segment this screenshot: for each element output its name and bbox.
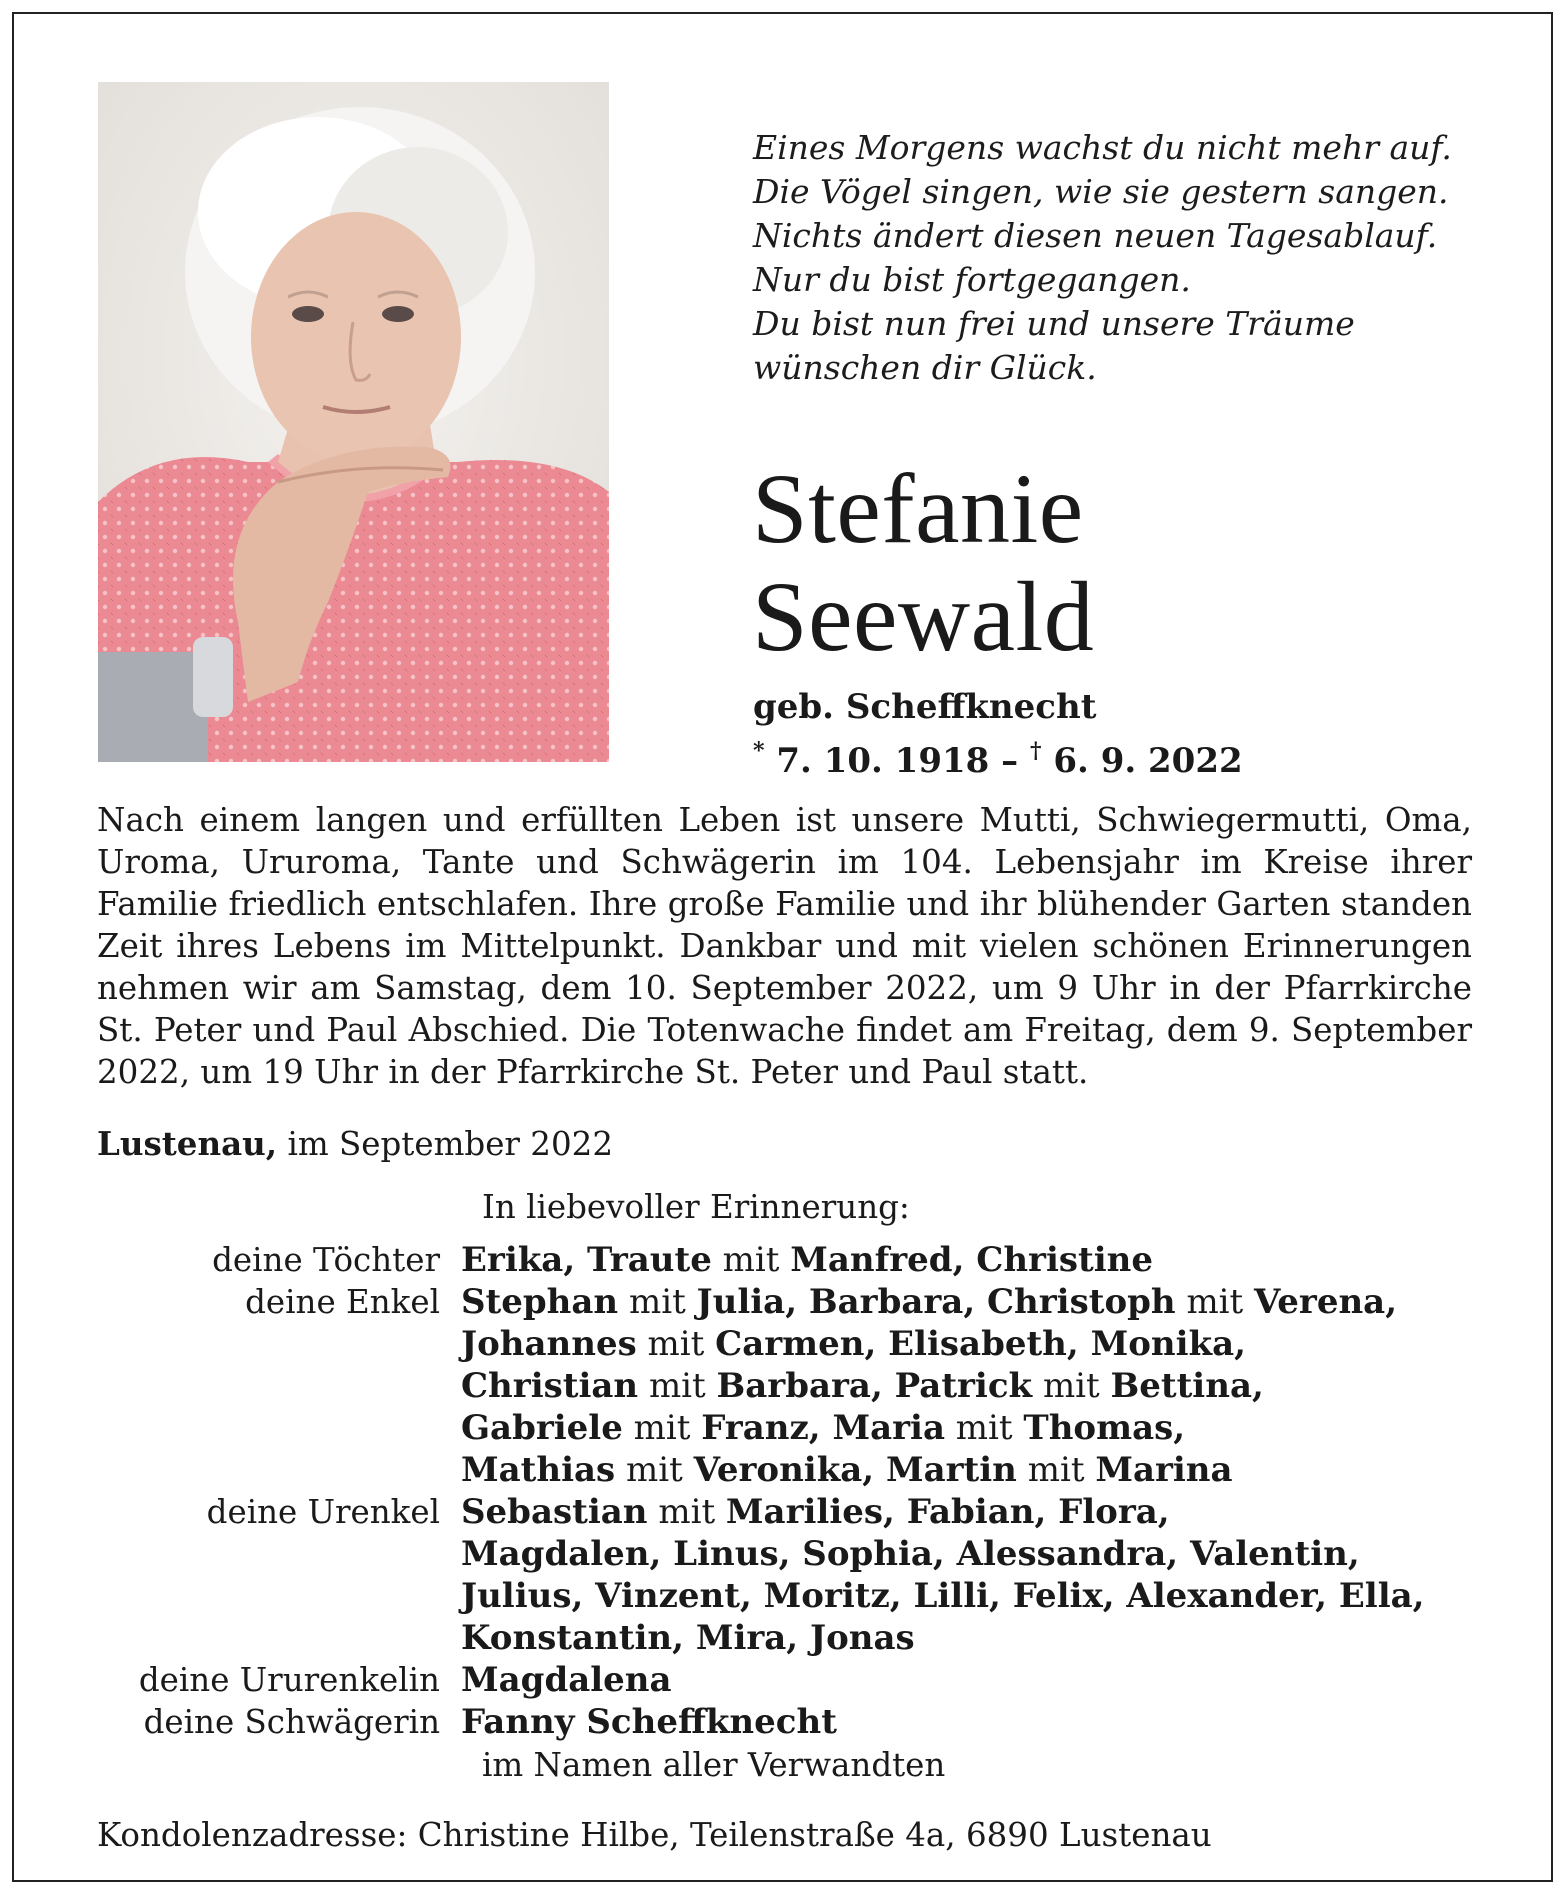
connector-word: mit — [1186, 1282, 1244, 1322]
connector-word: mit — [633, 1408, 691, 1448]
family-member-names: Thomas, — [1023, 1408, 1186, 1448]
family-group — [60, 1701, 1540, 1743]
place-date: im September 2022 — [277, 1125, 614, 1163]
life-dates — [753, 730, 1243, 782]
poem-line: Nichts ändert diesen neuen Tagesablauf. — [753, 216, 1438, 255]
family-member-names: Manfred, Christine — [790, 1240, 1153, 1280]
family-group — [60, 1491, 1540, 1659]
announcement-text: Nach einem langen und erfüllten Leben ist unsere Mutti, Schwiegermutti, Oma, Uroma, Ururoma, Tante und Schwägerin im 104. Lebensjahr im Kreise ihrer Familie friedlich entschlafen. Ihre große Familie und ihr blühender Garten standen Zeit ihres Lebens im Mittelpunkt. Dankbar und mit vielen schönen Erinnerungen nehmen wir am Samstag, dem 10. September 2022, um 9 Uhr in der Pfarrkirche St. Peter und Paul Abschied. Die Totenwache findet am Freitag, dem 9. September 2022, um 19 Uhr in der Pfarrkirche St. Peter und Paul statt. — [97, 801, 1472, 1091]
family-member-names: Carmen, Elisabeth, Monika, — [715, 1324, 1246, 1364]
family-member-names: Johannes — [461, 1324, 637, 1364]
family-names — [461, 1239, 1540, 1281]
family-role: deine Ururenkelin — [138, 1661, 440, 1699]
family-role: deine Enkel — [245, 1283, 440, 1321]
family-role: deine Töchter — [212, 1241, 440, 1279]
poem — [753, 126, 1473, 390]
family-group — [60, 1281, 1540, 1491]
birth-symbol: * — [753, 738, 765, 764]
birth-date: 7. 10. 1918 — [776, 741, 990, 781]
poem-line: wünschen dir Glück. — [753, 348, 1097, 387]
family-line — [461, 1533, 1540, 1575]
closing-line: im Namen aller Verwandten — [482, 1746, 946, 1784]
family-member-names: Marina — [1095, 1450, 1233, 1490]
connector-word: mit — [1027, 1450, 1085, 1490]
family-member-names: Bettina, — [1110, 1366, 1264, 1406]
deceased-name — [752, 455, 1492, 671]
family-names — [461, 1281, 1540, 1491]
family-group — [60, 1659, 1540, 1701]
birth-name: geb. Scheffknecht — [753, 687, 1097, 727]
connector-word: mit — [722, 1240, 780, 1280]
connector-word: mit — [626, 1450, 683, 1490]
family-line — [461, 1617, 1540, 1659]
connector-word: mit — [648, 1366, 706, 1406]
connector-word: mit — [1042, 1366, 1100, 1406]
condolence-address: Kondolenzadresse: Christine Hilbe, Teilenstraße 4a, 6890 Lustenau — [97, 1816, 1212, 1854]
death-symbol: † — [1030, 738, 1042, 764]
family-names — [461, 1659, 1540, 1701]
family-list — [60, 1239, 1540, 1743]
family-line — [461, 1701, 1540, 1743]
family-member-names: Sebastian — [461, 1492, 648, 1532]
place-date-line — [97, 1123, 613, 1165]
family-member-names: Julius, Vinzent, Moritz, Lilli, Felix, Alexander, Ella, — [461, 1576, 1425, 1616]
place-city: Lustenau, — [97, 1124, 278, 1163]
family-member-names: Christian — [461, 1366, 639, 1406]
death-date: 6. 9. 2022 — [1053, 741, 1243, 781]
family-member-names: Veronika, Martin — [693, 1450, 1017, 1490]
family-line — [461, 1491, 1540, 1533]
connector-word: mit — [658, 1492, 716, 1532]
family-line — [461, 1407, 1540, 1449]
poem-line: Du bist nun frei und unsere Träume — [753, 304, 1355, 343]
family-member-names: Magdalena — [461, 1660, 672, 1700]
portrait-photo — [98, 82, 609, 762]
family-member-names: Mathias — [461, 1450, 616, 1490]
family-role: deine Schwägerin — [143, 1703, 440, 1741]
family-line — [461, 1575, 1540, 1617]
family-names — [461, 1701, 1540, 1743]
family-member-names: Marilies, Fabian, Flora, — [725, 1492, 1170, 1532]
family-member-names: Verena, — [1254, 1282, 1398, 1322]
family-member-names: Barbara, Patrick — [716, 1366, 1033, 1406]
family-member-names: Konstantin, Mira, Jonas — [461, 1618, 915, 1658]
family-line — [461, 1449, 1540, 1491]
memory-intro: In liebevoller Erinnerung: — [482, 1188, 910, 1226]
family-role: deine Urenkel — [206, 1493, 440, 1531]
connector-word: mit — [628, 1282, 686, 1322]
date-separator: – — [1001, 741, 1019, 781]
family-member-names: Fanny Scheffknecht — [461, 1702, 837, 1742]
poem-line: Nur du bist fortgegangen. — [753, 260, 1191, 299]
family-member-names: Magdalen, Linus, Sophia, Alessandra, Valentin, — [461, 1534, 1360, 1574]
family-member-names: Erika, Traute — [461, 1240, 712, 1280]
family-line — [461, 1323, 1540, 1365]
last-name: Seewald — [752, 561, 1095, 672]
connector-word: mit — [647, 1324, 705, 1364]
family-member-names: Stephan — [461, 1282, 619, 1322]
family-line — [461, 1365, 1540, 1407]
family-member-names: Gabriele — [461, 1408, 623, 1448]
first-name: Stefanie — [752, 453, 1084, 564]
family-member-names: Franz, Maria — [701, 1408, 945, 1448]
family-line — [461, 1281, 1540, 1323]
connector-word: mit — [955, 1408, 1013, 1448]
family-member-names: Julia, Barbara, Christoph — [696, 1282, 1176, 1322]
family-names — [461, 1491, 1540, 1659]
family-group — [60, 1239, 1540, 1281]
family-line — [461, 1659, 1540, 1701]
poem-line: Eines Morgens wachst du nicht mehr auf. — [753, 128, 1452, 167]
family-line — [461, 1239, 1540, 1281]
poem-line: Die Vögel singen, wie sie gestern sangen. — [753, 172, 1449, 211]
